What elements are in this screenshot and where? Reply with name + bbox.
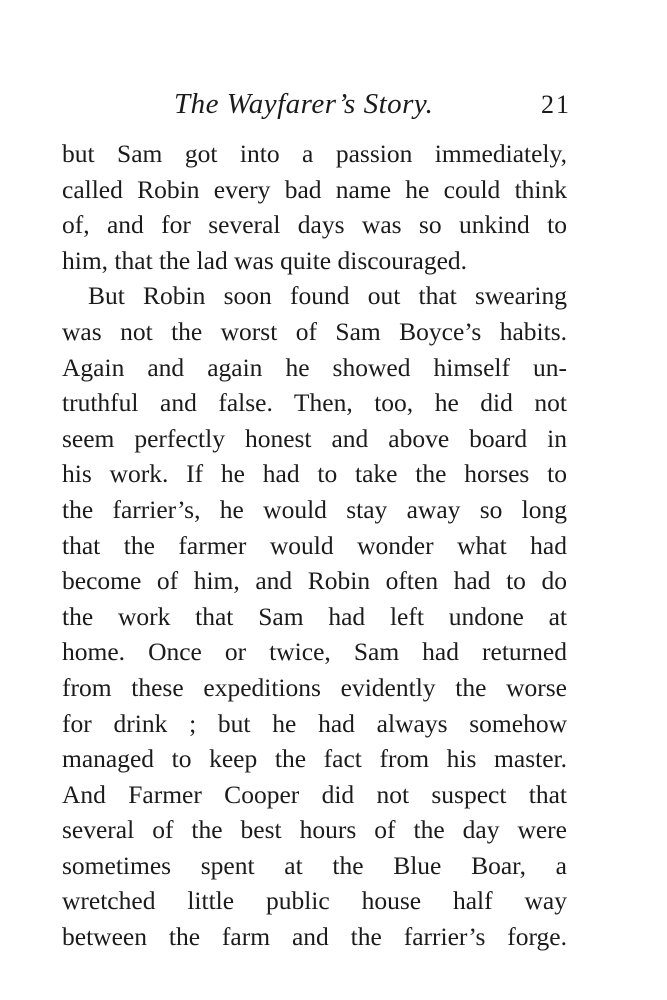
page-header bbox=[60, 88, 570, 128]
text-line: the work that Sam had left undone at bbox=[62, 601, 567, 631]
text-line: managed to keep the fact from his master. bbox=[62, 744, 567, 774]
text-line: truthful and false. Then, too, he did not bbox=[62, 388, 567, 418]
text-line: but Sam got into a passion immediately, bbox=[62, 139, 567, 168]
text-line: And Farmer Cooper did not suspect that bbox=[62, 779, 567, 809]
text-line: Again and again he showed himself un- bbox=[62, 352, 567, 382]
text-line: from these expeditions evidently the worse bbox=[62, 672, 567, 702]
text-line: was not the worst of Sam Boyce’s habits. bbox=[62, 316, 567, 346]
text-line: of, and for several days was so unkind to bbox=[62, 210, 567, 240]
text-line: become of him, and Robin often had to do bbox=[62, 566, 567, 596]
body-text bbox=[62, 136, 567, 955]
text-line: seem perfectly honest and above board in bbox=[62, 423, 567, 453]
text-line: wretched little public house half way bbox=[62, 886, 567, 916]
text-line: him, that the lad was quite discouraged. bbox=[62, 245, 468, 275]
text-line: called Robin every bad name he could think bbox=[62, 174, 567, 204]
text-line: home. Once or twice, Sam had returned bbox=[62, 637, 567, 667]
text-line: But Robin soon found out that swearing bbox=[88, 281, 567, 311]
text-line: several of the best hours of the day were bbox=[62, 815, 567, 845]
text-line: his work. If he had to take the horses to bbox=[62, 459, 567, 489]
text-line: the farrier’s, he would stay away so long bbox=[62, 494, 567, 524]
text-line: between the farm and the farrier’s forge. bbox=[62, 922, 567, 952]
text-line: that the farmer would wonder what had bbox=[62, 530, 567, 560]
running-title: The Wayfarer’s Story. bbox=[174, 88, 434, 120]
page-number: 21 bbox=[541, 90, 571, 119]
text-line: sometimes spent at the Blue Boar, a bbox=[62, 850, 567, 880]
text-line: for drink ; but he had always somehow bbox=[62, 708, 567, 738]
